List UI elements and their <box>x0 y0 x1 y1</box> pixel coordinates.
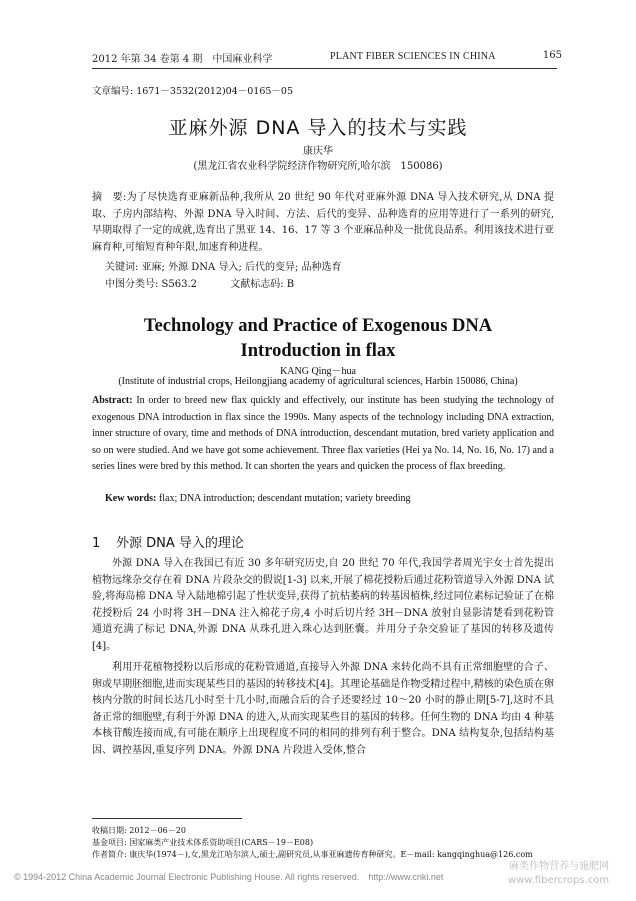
title-zh: 亚麻外源 DNA 导入的技术与实践 <box>168 117 468 139</box>
abstract-zh-label: 摘 要: <box>92 192 127 203</box>
title-en-line2: Introduction in flax <box>240 341 396 361</box>
running-header <box>92 50 562 66</box>
watermark-line1: 麻类作物营养与施肥网 <box>509 861 610 872</box>
keywords-en <box>105 493 411 504</box>
footnote-fund: 基金项目: 国家麻类产业技术体系资助项目(CARS－19－E08) <box>92 838 314 847</box>
watermark-line2: www.fibercrops.com <box>508 875 610 886</box>
header-rule <box>92 68 557 69</box>
title-en-line1: Technology and Practice of Exogenous DNA <box>143 316 493 336</box>
title-en <box>0 314 636 364</box>
keywords-zh: 关键词: 亚麻; 外源 DNA 导入; 后代的变异; 品种选育 <box>105 262 342 273</box>
footnote-rule <box>92 818 242 819</box>
watermark <box>508 860 609 888</box>
abstract-en-label: Abstract: <box>92 395 133 406</box>
abstract-en-text: In order to breed new flax quickly and effectively, our institute has been studying the technology of exogenous DNA introduction in flax since the 1990s. Many aspects of the technology including DNA extraction, inner structure of ovary, time and methods of DNA introduction, descendant mutation, bred variety application and so on were studied. And we have got some achievement. Three flax varieties (Hei ya No. 14, No. 16, No. 17) and a series lines were bred by this method. It can shorten the years and quicken the process of flax breeding. <box>92 395 555 472</box>
article-number: 文章编号: 1671－3532(2012)04－0165－05 <box>92 86 294 97</box>
abstract-zh <box>92 190 554 256</box>
abstract-en <box>92 393 554 476</box>
clc-number: 中图分类号: S563.2 <box>105 279 198 290</box>
keywords-en-text: flax; DNA introduction; descendant mutation; variety breeding <box>158 493 411 504</box>
section-title: 外源 DNA 导入的理论 <box>116 536 244 551</box>
body-paragraph-2: 利用开花植物授粉以后形成的花粉管通道,直接导入外源 DNA 来转化尚不具有正常细胞壁的合子、卵或早期胚细胞,进而实现某些目的基因的转移技术[4]。其理论基础是作物受精过程中,精核的染色质在卵核内分散的时间长达几小时至十几小时,而融合后的合子还要经过 10～20 小时的静止期[5-7],这时不具备正常的细胞壁,有利于外源 DNA 的进入,从而实现某些目的基因的转移。任何生物的 DNA 均由 4 种基本核苷酸连接而成,有可能在顺序上出现程度不同的相同的排列有利于整合。DNA 结构复杂,包括结构基因、调控基因,重复序列 DNA。外源 DNA 片段进入受体,整合 <box>92 662 554 756</box>
footnote-received: 收稿日期: 2012－06－20 <box>92 826 186 835</box>
body-paragraph-1: 外源 DNA 导入在我国已有近 30 多年研究历史,自 20 世纪 70 年代,我国学者周光宇女士首先提出植物远缘杂交存在着 DNA 片段杂交的假说[1-3] 以来,开展了棉花授粉后通过花粉管道导入外源 DNA 试验,将海岛棉 DNA 导入陆地棉引起了性状变异,获得了抗枯萎病的转基因植株,经过同位素标记验证了在棉花授粉后 24 小时将 3H－DNA 注入棉花子房,4 小时后切片经 3H－DNA 放射自显影清楚看到花粉管通道充满了标记 DNA,外源 DNA 从珠孔进入珠心达到胚囊。并用分子杂交验证了基因的转移及遗传[4]。 <box>92 558 554 652</box>
doc-code: 文献标志码: B <box>230 279 295 290</box>
copyright-footer: © 1994-2012 China Academic Journal Electronic Publishing House. All rights reserved. http://www.cnki.net <box>14 872 444 882</box>
footnote-author-bio: 作者简介: 康庆华(1974－),女,黑龙江哈尔滨人,硕士,副研究员,从事亚麻遗传育种研究。E－mail: kangqinghua@126.com <box>92 850 533 859</box>
affiliation-zh: (黑龙江省农业科学院经济作物研究所,哈尔滨 150086) <box>193 161 443 172</box>
page-number: 165 <box>542 50 562 61</box>
section-heading <box>92 532 244 551</box>
author-zh: 康庆华 <box>303 146 333 157</box>
keywords-en-label: Kew words: <box>105 493 157 504</box>
author-en: KANG Qing－hua <box>280 366 356 377</box>
journal-issue: 2012 年第 34 卷第 4 期 中国麻业科学 <box>92 54 273 65</box>
journal-english-name: PLANT FIBER SCIENCES IN CHINA <box>330 51 496 62</box>
classification <box>105 275 324 290</box>
section-number: 1 <box>92 536 101 551</box>
abstract-zh-text: 为了尽快选育亚麻新品种,我所从 20 世纪 90 年代对亚麻外源 DNA 导入技术研究,从 DNA 提取、子房内部结构、外源 DNA 导入时间、方法、后代的变异、品种选育的应用等进行了一系列的研究,早期取得了一定的成就,选育出了黑亚 14、16、17 等 3 个亚麻品种及一批优良品系。利用该技术进行亚麻育种,可缩短育种年限,加速育种进程。 <box>92 192 555 253</box>
affiliation-en: (Institute of industrial crops, Heilongjiang academy of agricultural sciences, Harbin 150086, China) <box>118 376 518 387</box>
